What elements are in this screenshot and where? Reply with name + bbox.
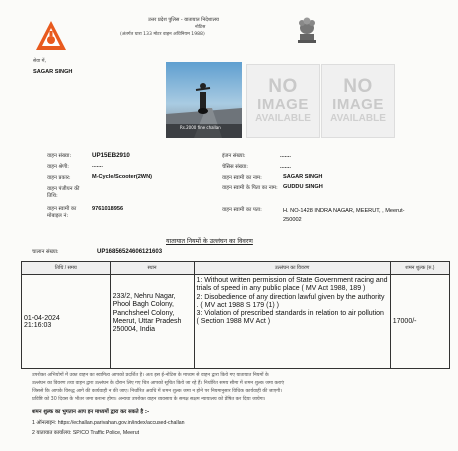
violation-item: 2: Disobedience of any direction lawful given by the authority . ( MV act 1988 S 179 (1) ) [196,293,385,309]
payment-online-label: 1 ऑनलाइन: [32,420,57,426]
addressee-name: SAGAR SINGH [33,69,73,75]
notice-text-line: उल्लंघन का विवरण तथा वाहन द्वारा उल्लंघन के दौरान लिए गए चित्र आपको सूचित किये जा रहे हैं। निर्धारित समय सीमा में शमन शुल्क जमा कराएं [32,381,284,386]
field-label: वाहन संख्या: [47,153,72,159]
field-label: वाहन पंजीयन की तिथि: [47,186,80,199]
notice-text-line: जिससे कि आपके विरुद्ध आगे की कार्यवाही न की जाए। निर्धारित अवधि में शमन शुल्क जमा न होने पर नियमानुसार विधिक कार्यवाही की जाएगी। [32,389,283,394]
field-value: ....... [280,153,291,159]
field-value: GUDDU SINGH [283,184,323,190]
violation-item: 1: Without written permission of State Government racing and trials of speed in any public place ( MV Act 1988, 189 ) [196,277,388,293]
no-image-text: AVAILABLE [255,113,311,124]
challan-number: UP16856524606121603 [97,249,163,255]
payment-office-label: 2 यातायात कार्यालय: [32,430,72,436]
header-line-2: नोटिस [195,25,206,30]
field-value: SAGAR SINGH [283,174,323,180]
photo-caption: Rs.2000 fine challan [180,125,221,130]
table-header: उल्लंघन का विवरण [194,262,390,275]
offence-time: 21:16:03 [24,321,52,329]
table-header: तिथि / समय [22,262,111,275]
challan-label: चालान संख्या: [32,249,59,255]
payment-office [32,431,139,436]
field-label: वाहन स्वामी के पिता का नाम: [222,185,278,191]
no-image-text: AVAILABLE [330,113,386,124]
no-image-text: NO [343,76,373,97]
violation-item: 3: Violation of prescribed standards in relation to air pollution ( Section 1988 MV Act ) [196,310,384,326]
field-label: वाहन स्वामी का मोबाइल नं: [47,206,77,219]
table-row [22,275,450,369]
field-value-address: H. NO-1428 INDRA NAGAR, MEERUT, , Meerut-250002 [283,208,405,223]
header-line-1: उत्तर प्रदेश पुलिस - यातायात निदेशालय [148,17,219,23]
date-time-cell [22,275,111,369]
table-header: शमन शुल्क (रु.) [390,262,449,275]
payment-heading: शमन शुल्क का भुगतान आप इन माध्यमों द्वारा कर सकते है :- [32,409,150,415]
payment-online-link[interactable]: https://echallan.parivahan.gov.in/index/accused-challan [57,420,185,426]
section-title: यातायात नियमों के उल्लंघन का विवरण [166,238,253,245]
notice-text-line: उपरोक्त अभियोगों में उक्त वाहन का स्वामित्व आपको प्रदर्शित है। अतः इस ई-नोटिस के माध्यम से वाहन द्वारा किये गए यातायात नियमों के [32,373,269,378]
no-image-placeholder-1 [246,64,320,138]
field-value: ....... [92,163,103,169]
table-header: स्थान [110,262,194,275]
payment-online [32,421,185,426]
traffic-police-logo [34,19,68,53]
table-header-row [22,262,450,275]
field-label: इंजन संख्या: [222,153,246,159]
place-cell: 233/2, Nehru Nagar, Phool Bagh Colony, Panchsheel Colony, Meerut, Uttar Pradesh 250004, India [110,275,194,369]
field-label: वाहन प्रकार: [47,175,71,181]
addressee-prefix: सेवा में, [33,59,47,64]
offence-table [21,261,450,369]
national-emblem-icon [296,14,318,46]
field-label: वाहन श्रेणी: [47,164,70,170]
no-image-text: IMAGE [257,96,309,113]
no-image-placeholder-2 [321,64,395,138]
header-line-3: (अंतर्गत धारा 133 मोटर वाहन अधिनियम 1988) [120,32,205,37]
fine-cell: 17000/- [390,275,449,369]
field-value: 9761018956 [92,206,124,212]
payment-office-value: SP/CO Traffic Police, Meerut [72,430,140,436]
field-value: ....... [280,164,291,170]
field-value: M-Cycle/Scooter(2WN) [92,174,152,180]
field-value: UP15EB2910 [92,152,130,159]
no-image-text: NO [268,76,298,97]
notice-text-line: प्रविष्टि को 30 दिवस के भीतर जमा कराना होगा। अन्यथा उपरोक्त वाहन व्यवसाय के समक्ष सक्षम न्यायालय को प्रेषित कर दिया जायेगा। [32,397,266,402]
offence-date: 01-04-2024 [24,314,60,322]
field-label: चेसिस संख्या: [222,164,248,170]
field-label: वाहन स्वामी का नाम: [222,175,262,181]
no-image-text: IMAGE [332,96,384,113]
violations-cell [194,275,390,369]
field-label: वाहन स्वामी का पता: [222,207,262,213]
